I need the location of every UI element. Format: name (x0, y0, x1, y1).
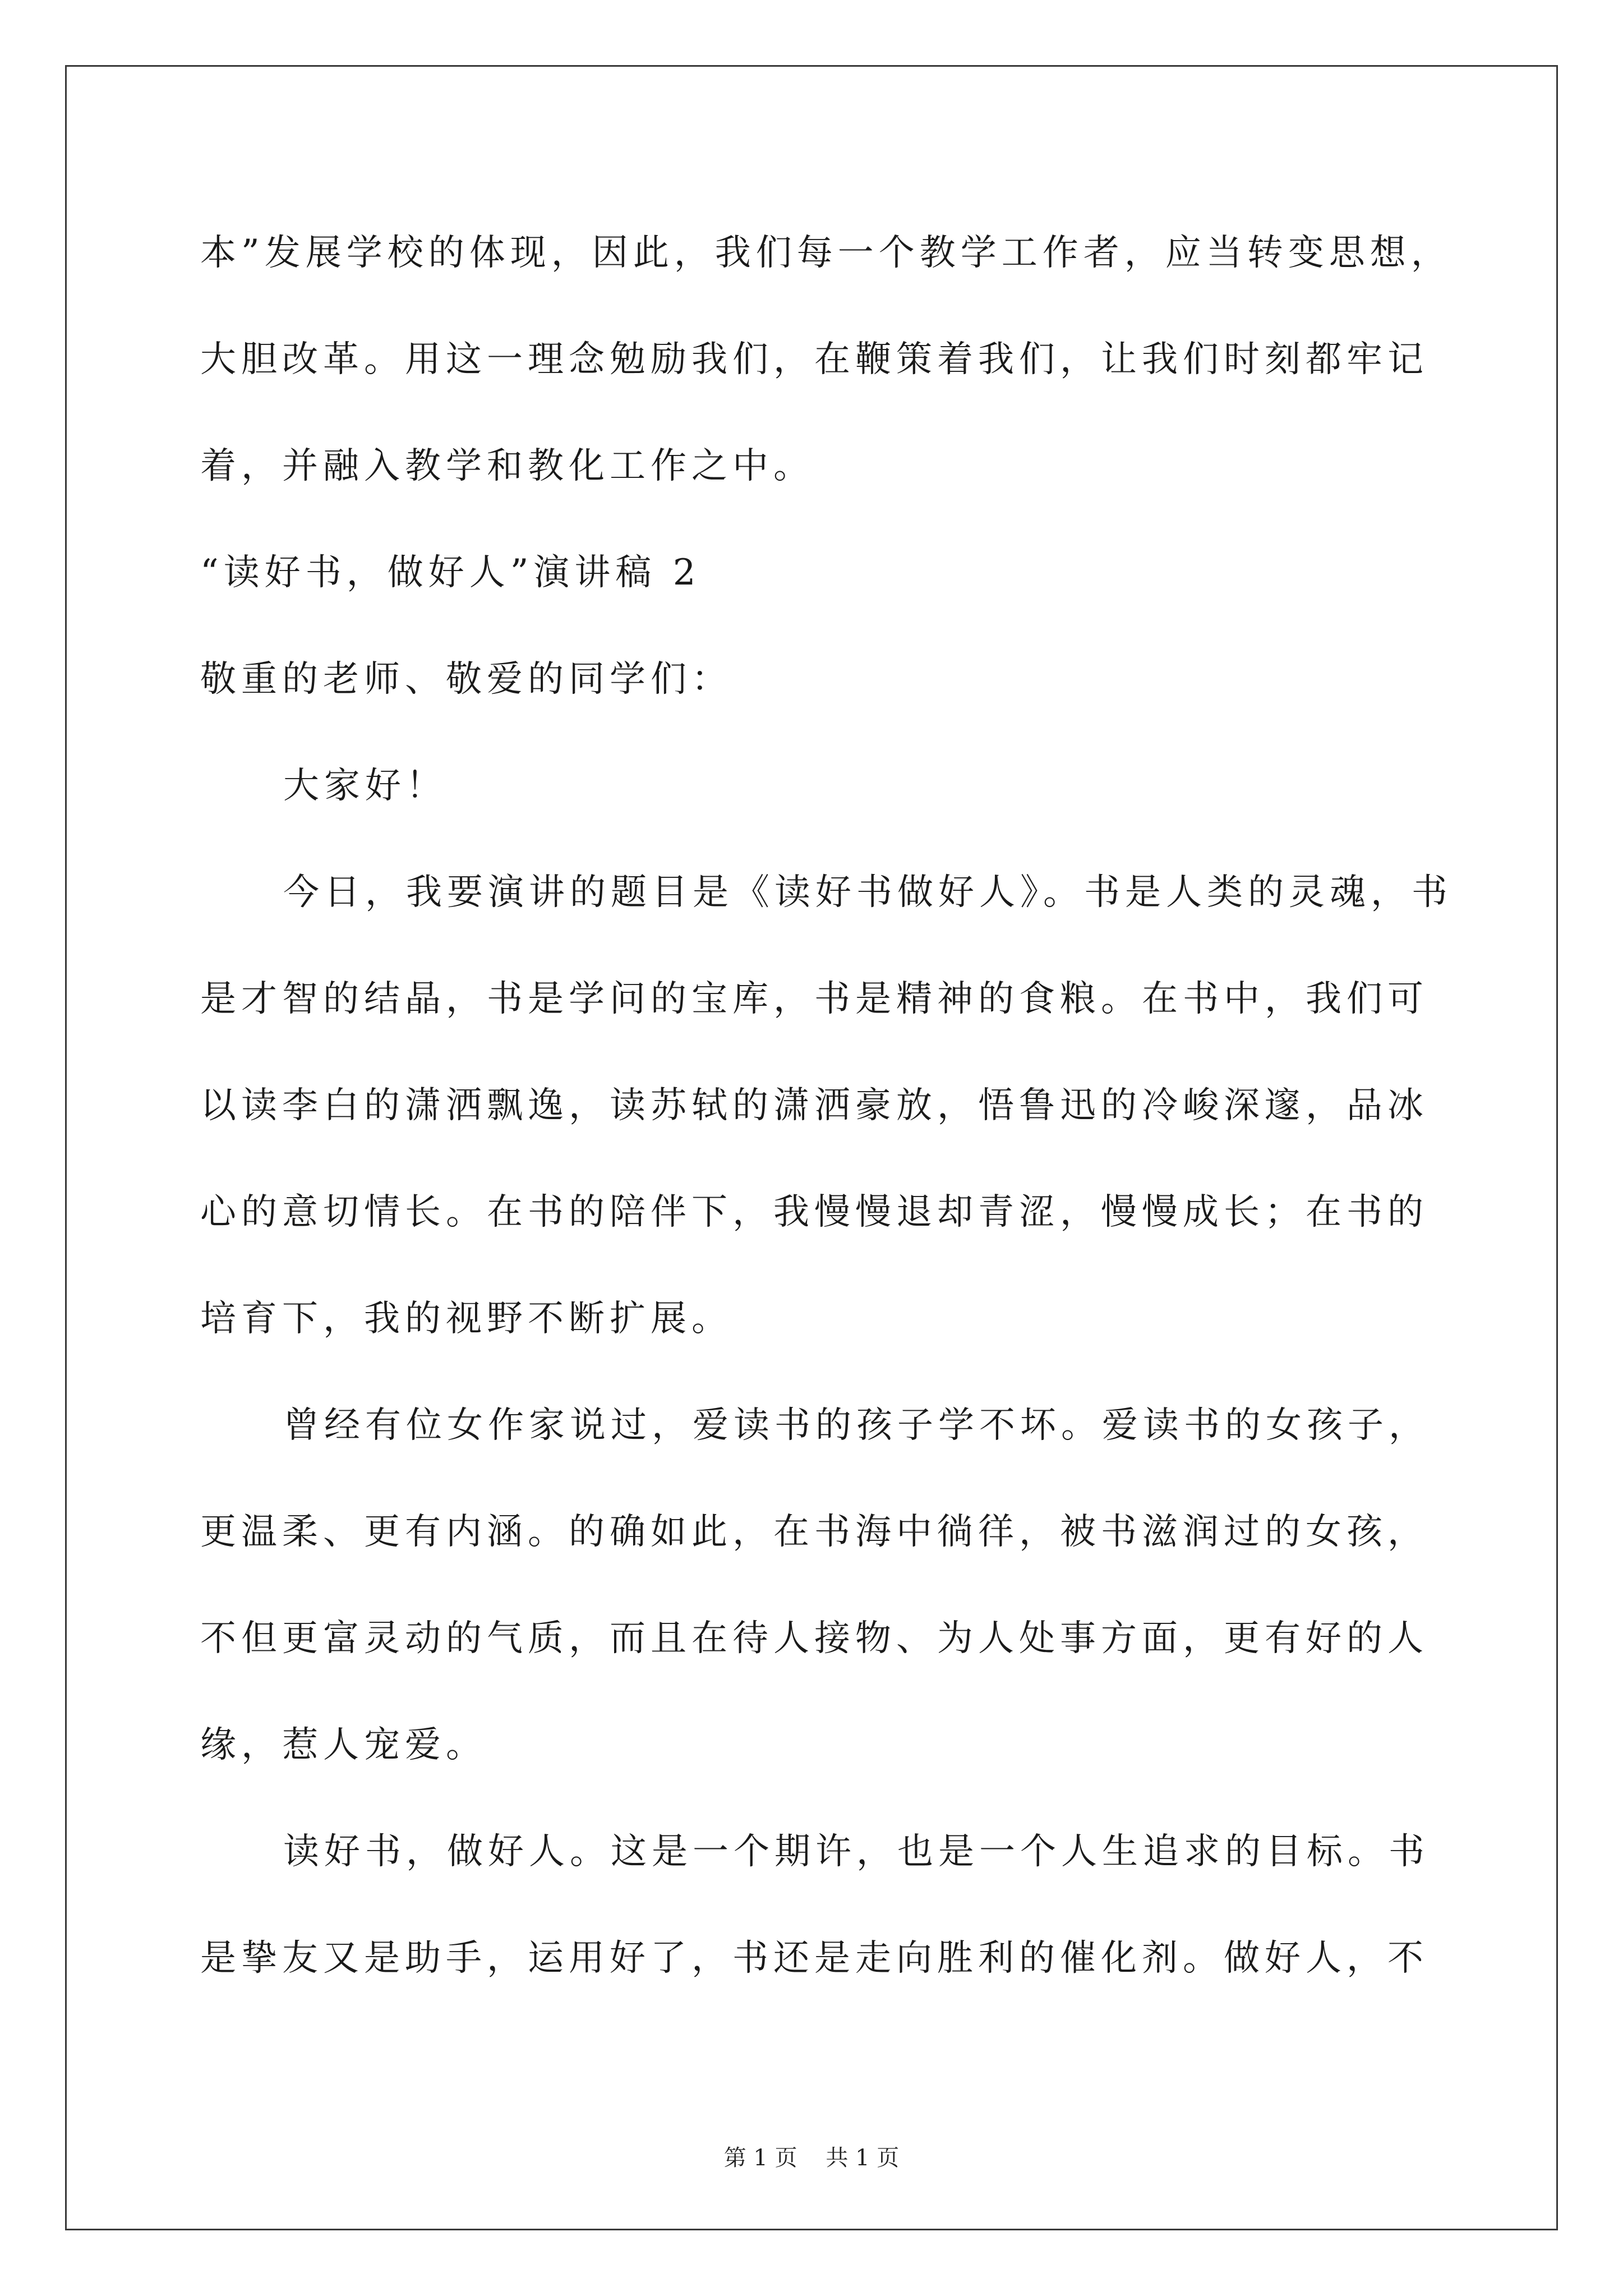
document-body (200, 200, 1453, 2012)
text-line: 缘，惹人宠爱。 (200, 1724, 487, 1766)
text-line: 心的意切情长。在书的陪伴下，我慢慢退却青涩，慢慢成长；在书的 (200, 1191, 1428, 1233)
text-line: 以读李白的潇洒飘逸，读苏轼的潇洒豪放，悟鲁迅的冷峻深邃，品冰 (200, 1085, 1428, 1126)
paragraph-start: 曾经有位女作家说过，爱读书的孩子学不坏。爱读书的女孩子， (283, 1405, 1430, 1446)
section-title: “读好书，做好人”演讲稿 2 (200, 552, 701, 593)
text-line: 着，并融入教学和教化工作之中。 (200, 445, 814, 487)
text-line: 培育下，我的视野不断扩展。 (200, 1298, 732, 1340)
page-number-footer: 第 1 页 共 1 页 (723, 2145, 900, 2171)
text-line: 不但更富灵动的气质，而且在待人接物、为人处事方面，更有好的人 (200, 1618, 1428, 1659)
salutation: 敬重的老师、敬爱的同学们： (200, 659, 732, 700)
paragraph-start: 读好书，做好人。这是一个期许，也是一个人生追求的目标。书 (283, 1831, 1430, 1872)
text-line: 大胆改革。用这一理念勉励我们，在鞭策着我们，让我们时刻都牢记 (200, 339, 1428, 380)
greeting: 大家好！ (283, 765, 447, 807)
text-line: 更温柔、更有内涵。的确如此，在书海中徜徉，被书滋润过的女孩， (200, 1511, 1428, 1553)
text-line: 是挚友又是助手，运用好了，书还是走向胜利的催化剂。做好人，不 (200, 1938, 1428, 1979)
paragraph-start: 今日，我要演讲的题目是《读好书做好人》。书是人类的灵魂，书 (283, 872, 1453, 913)
text-line: 是才智的结晶，书是学问的宝库，书是精神的食粮。在书中，我们可 (200, 978, 1428, 1020)
text-line: 本”发展学校的体现，因此，我们每一个教学工作者，应当转变思想， (200, 232, 1452, 274)
